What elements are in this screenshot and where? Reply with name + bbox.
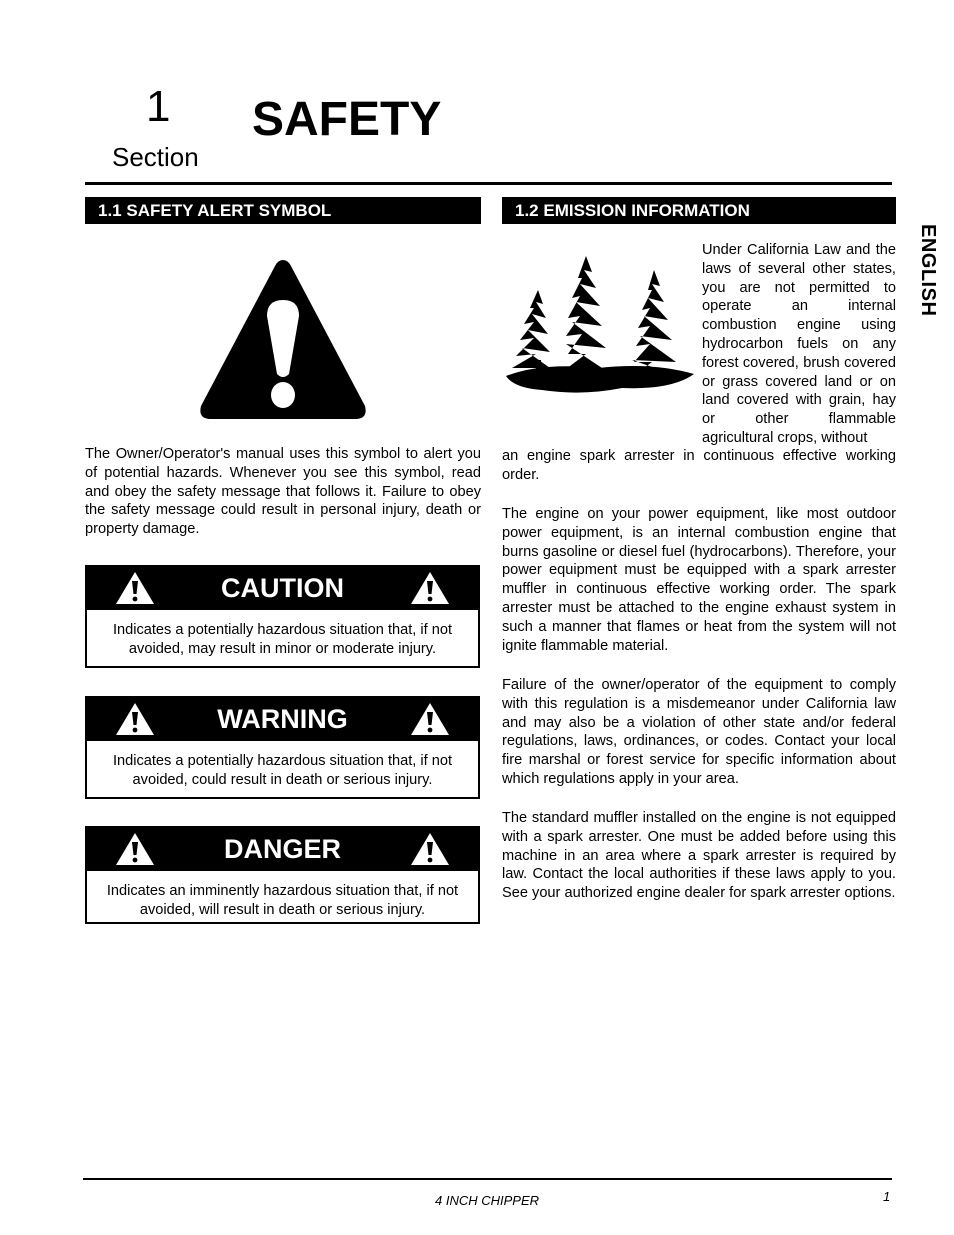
alert-symbol-description: The Owner/Operator's manual uses this symbol to alert you of potential hazards. Whenever you see this symbol, read and obey the safety message that follows it. Failure to obey the safety message could result in personal injury, death or property damage. bbox=[85, 446, 481, 538]
warning-triangle-icon bbox=[410, 702, 450, 736]
safety-alert-icon bbox=[197, 256, 369, 427]
warning-box bbox=[85, 696, 480, 799]
page-title: SAFETY bbox=[252, 93, 442, 146]
emission-paragraph-1: Under California Law and the laws of several other states, you are not permitted to operate an internal combustion engine using hydrocarbon fuels on any forest covered, brush covered or grass covered land or on land covered with grain, hay or other flammable agricultural crops, without bbox=[702, 242, 896, 446]
emission-paragraph-2: The engine on your power equipment, like most outdoor power equipment, is an internal combustion engine that burns gasoline or diesel fuel (hydrocarbons). Therefore, your power equipment must be equipped with a spark arrester muffler in continuous effective working order. The spark arrester must be attached to the engine exhaust system in such a manner that flames or heat from the system will not ignite flammable material. bbox=[502, 506, 896, 654]
caution-header bbox=[87, 567, 478, 610]
caution-label: CAUTION bbox=[221, 573, 344, 603]
danger-text: Indicates an imminently hazardous situation that, if not avoided, will result in death or serious injury. bbox=[106, 883, 459, 918]
caution-text: Indicates a potentially hazardous situation that, if not avoided, may result in minor or moderate injury. bbox=[112, 622, 453, 657]
caution-box bbox=[85, 565, 480, 668]
danger-label: DANGER bbox=[223, 834, 341, 864]
warning-label: WARNING bbox=[217, 704, 348, 734]
emission-paragraph-4: The standard muffler installed on the engine is not equipped with a spark arrester. One must be added before using this machine in an area where a spark arrester is required by law. Contact the local authorities if these laws apply to you. See your authorized engine dealer for spark arrester options. bbox=[502, 810, 896, 902]
section-1-2-heading: 1.2 EMISSION INFORMATION bbox=[502, 197, 896, 224]
page-number: 1 bbox=[883, 1189, 891, 1204]
warning-triangle-icon bbox=[410, 571, 450, 605]
section-1-1-heading: 1.1 SAFETY ALERT SYMBOL bbox=[85, 197, 481, 224]
language-tab: ENGLISH bbox=[917, 224, 939, 317]
section-label: Section bbox=[112, 142, 199, 172]
footer-title: 4 INCH CHIPPER bbox=[435, 1193, 540, 1208]
warning-text: Indicates a potentially hazardous situation that, if not avoided, could result in death or serious injury. bbox=[112, 753, 453, 788]
warning-triangle-icon bbox=[410, 832, 450, 866]
section-number: 1 bbox=[146, 82, 171, 131]
emission-paragraph-1-continued: an engine spark arrester in continuous effective working order. bbox=[502, 448, 896, 483]
warning-triangle-icon bbox=[115, 571, 155, 605]
header-rule bbox=[85, 182, 892, 185]
footer-rule bbox=[83, 1178, 892, 1180]
danger-header bbox=[87, 828, 478, 871]
warning-header bbox=[87, 698, 478, 741]
pine-trees-icon bbox=[502, 250, 698, 405]
warning-triangle-icon bbox=[115, 832, 155, 866]
emission-paragraph-3: Failure of the owner/operator of the equipment to comply with this regulation is a misdemeanor under California law and may also be a violation of other state and/or federal regulations, laws, ordinances, or codes. Contact your local fire marshal or forest service for specific information about which regulations apply in your area. bbox=[502, 677, 896, 787]
danger-box bbox=[85, 826, 480, 924]
warning-triangle-icon bbox=[115, 702, 155, 736]
